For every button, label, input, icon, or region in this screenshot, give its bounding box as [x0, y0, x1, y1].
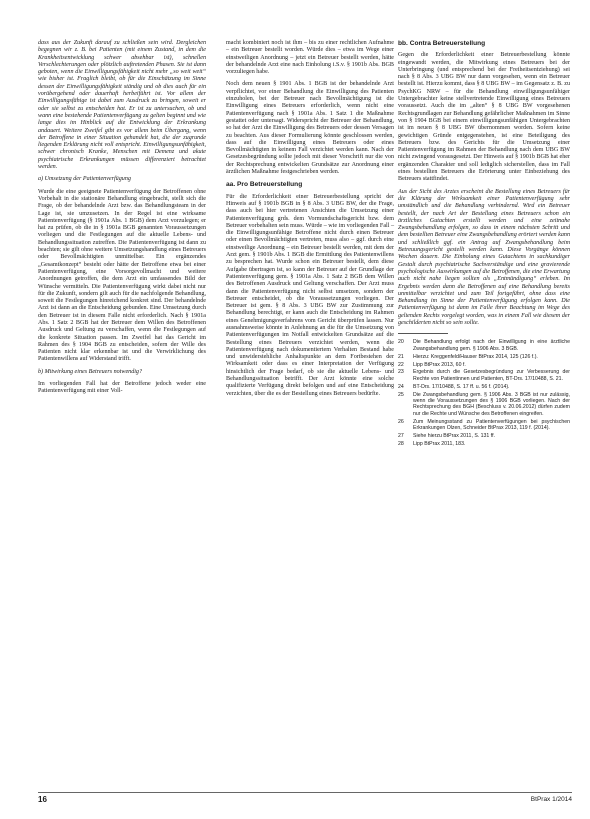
paragraph: Für die Erforderlichkeit einer Betreuerbestellung spricht der Hinweis auf § 1901b BGB in § 8 Abs. 3 UBG BW, der die Frage, dass auch bei hier vertretenen Ansichten die Umsetzung einer Patientenverfügung grds. dem Vormundschaftsgericht bzw. dem Betreuer vorbehalten sein muss. Würde – wie im vorliegenden Fall – die Einwilligungsunfähige Betroffene nicht durch einen Betreuer oder einen Bevollmächtigten vertreten, muss also – ggf. durch eine einstweilige Anordnung – ein Betreuer bestellt werden, mit dem der Arzt gem. § 1901b Abs. 1 BGB die Ermittlung des Patientenwillens zu besprechen hat. Wurde schon ein Betreuer bestellt, dem diese Aufgabe übertragen ist, so kann der Betreuer auf der Grundlage der Patientenverfügung gem. § 1901a Abs. 1 Satz 2 BGB dem Willen des Betroffenen Ausdruck und Geltung verschaffen. Der Arzt muss dann die Patientenverfügung nicht selbst umsetzen, sondern der Betreuer entscheidet, ob die Voraussetzungen vorliegen. Der Betreuer ist gem. § 8 Abs. 3 UBG BW zur Zustimmung zur Behandlung berechtigt, er kann auch die Entscheidung im Rahmen eines Genehmigungsverfahrens vom Gericht überprüfen lassen. Nur ausnahmsweise könnte in Anlehnung an die für die Umsetzung von Patientenverfügungen im Notfall entwickelten Grundsätze auf die Bestellung eines Betreuers verzichtet werden, wenn die Patientenverfügung nach dokumentiertem Verhalten Bestand habe und unwiderstehliche Anhaltspunkte an dem Fortbestehen der Wirksamkeit oder dass es einer Interpretation der Verfügung hinsichtlich der Frage bedarf, ob sie die aktuelle Lebens- und Behandlungssituation betrifft. Der Arzt könnte eine solche qualifizierte Verfügung direkt befolgen und auf eine Entscheidung verzichten, über die es der Bestellung eines Betreuers bedürfte. — [226, 193, 394, 397]
footnote-number: 26 — [398, 418, 404, 425]
footnote-number: 21 — [398, 353, 404, 360]
footnote — [398, 441, 570, 447]
footnotes — [398, 339, 570, 447]
paragraph: Wurde die eine geeignete Patientenverfügung der Betroffenen ohne Vorbehalt in die stationäre Behandlung eingebracht, stellt sich die Frage, ob der behandelnde Arzt bzw. das Behandlungsteam in der Lage ist, sie umzusetzen. In der Regel ist eine wirksame Patientenverfügung (§ 1901a Abs. 1 BGB) dem Arzt vorzulegen; er hat zu prüfen, ob die in § 1901a BGB genannten Voraussetzungen vorliegen und die Festlegungen auf die aktuelle Lebens- und Behandlungssituation zutreffen. Die Patientenverfügung ist dann zu beachten; sie gilt ohne weitere Umsetzungshandlung eines Betreuers oder Bevollmächtigten unmittelbar. Ein ergänzendes „Gesamtkonzept“ besteht oder hätte der Betroffene etwa bei einer Patientenverfügung, eine Vorsorgevollmacht und weitere Anordnungen getroffen, die dem Arzt ein umfassendes Bild der Wünsche vermitteln. Die Patientenverfügung wirkt dabei nicht nur für die Zukunft, sondern gilt auch für die nachfolgende Behandlung, soweit die Festlegungen hinreichend konkret sind. Der behandelnde Arzt ist dann an die Entscheidung gebunden. Eine Umsetzung durch den Betreuer ist in diesem Falle nicht erforderlich. Nach § 1901a Abs. 1 Satz 2 BGB hat der Betreuer dem Willen des Betroffenen Ausdruck und Geltung zu verschaffen, wenn die Festlegungen auf die konkrete Situation passen. Im Zweifel hat das Gericht im Rahmen des § 1904 BGB zu entscheiden, sofern der Wille des Patienten nicht klar erkennbar ist und die Verwirklichung des Patientenwillens auf Widerstand trifft. — [38, 188, 206, 363]
subsection-heading-umsetzung: a) Umsetzung der Patientenverfügung — [38, 176, 131, 183]
section-heading-contra: bb. Contra Betreuerstellung — [398, 40, 486, 47]
footnote-number: 27 — [398, 433, 404, 440]
footnote-separator — [398, 333, 448, 334]
footnote-text: Hierzu: Kreggenfeld/Hauser BtPrax 2014, 125 (126 f.). — [413, 353, 538, 360]
footnote-text: Zum Meinungsstand zu Patientenverfügungen bei psychischen Erkrankungen Olzen, Schneider BtPrax 2013, 119 f. (2014). — [413, 418, 570, 432]
footnote-text: Die Behandlung erfolgt nach der Einwilligung in eine ärztliche Zwangsbehandlung gem. § 1906 Abs. 3 BGB. — [413, 339, 570, 352]
footnote-text: Die Zwangsbehandlung gem. § 1906 Abs. 3 BGB ist nur zulässig, wenn die Voraussetzungen des § 1906 BGB vorliegen. Nach der Rechtsprechung des BGH (Beschluss v. 20.06.2012) dürfen zudem nur die Rechte und Wünsche des Betroffenen eingreifen. — [413, 391, 570, 417]
subsection-heading-mitwirkung: b) Mitwirkung eines Betreuers notwendig? — [38, 368, 143, 375]
page-footer — [38, 792, 572, 807]
journal-issue: BtPrax 1/2014 — [530, 796, 572, 803]
footnote-text: BT-Drs. 17/10488, S. 17 ff. u. 56 f. (2014). — [413, 383, 510, 390]
footnote-number: 24 — [398, 383, 404, 390]
footnote-number: 20 — [398, 339, 404, 346]
paragraph: Noch dem neuen § 1901 Abs. 1 BGB ist der behandelnde Arzt verpflichtet, vor einer Behandlung die Einwilligung des Patienten einzuholen, bei der Betreuer nach Bevollmächtigung ist die Einwilligung eines Betreuers erforderlich, wenn nicht eine Patientenverfügung nach § 1901a Abs. 1 Satz 1 die Maßnahme gestattet oder untersagt. Widerspricht der Betreuer der Behandlung, so hat der Arzt die Einwilligung des Betreuers oder dessen Versagen zu beachten. Aus dieser Formulierung könnte geschlossen werden, dass auf die Einwilligung eines Betreuers oder eines Bevollmächtigten in keinem Fall verzichtet werden kann. Nach der Gesetzesbegründung sollte jedoch mit dieser Vorschrift nur die von der Rechtsprechung entwickelten Grundsätze zur Anordnung einer ärztlichen Maßnahme festgeschrieben werden. — [226, 81, 394, 176]
paragraph: Gegen die Erforderlichkeit einer Betreuerbestellung könnte eingewandt werden, die Mitwirkung eines Betreuers bei der Unterbringung (und entsprechend bei der Freiheitsentziehung) sei nach § 8 Abs. 3 UBG BW nur dann vorgesehen, wenn ein Betreuer bestellt ist. Hierzu kommt, dass § 8 UBG BW – im Gegensatz z. B. zu PsychKG NRW – für die Behandlung einwilligungsunfähiger Untergebrachter keine stellvertretende Einwilligung eines Betreuers voraussetzt. Auch die im „alten“ § 8 UBG BW vorgesehenen Rechtsgrundlagen zur Behandlung gefährlicher Maßnahmen im Sinne von § 1904 BGB bei einem einwilligungsunfähigen Untergebrachten ist im neuen § 8 UBG BW übernommen worden. Sofern keine gewichtigen Gründe entgegenstehen, ist eine Beteiligung des Betreuers bzw. des Gerichts für die Umsetzung einer Patientenverfügung im Rahmen der Behandlung nach dem UBG BW nicht zwingend vorausgesetzt. Der Hinweis auf § 1901b BGB hat eher ergänzenden Charakter und soll lediglich sicherstellen, dass im Fall eines bestellten Betreuers die Erörterung unter Einbeziehung des Betreuers stattfindet. — [398, 52, 570, 183]
footnote-text: Ergebnis durch die Gesetzesbegründung zur Verbesserung der Rechte von Patientinnen und Patienten, BT-Drs. 17/10488, S. 21. — [413, 369, 570, 382]
section-heading-pro: aa. Pro Betreuerstellung — [226, 181, 303, 189]
footnote — [398, 369, 570, 382]
paragraph-italic: Aus der Sicht des Arztes erscheint die Bestellung eines Betreuers für die Klärung der Wirksamkeit einer Patientenverfügung sehr umständlich und die Behandlung verhindernd. Wird ein Betreuer bestellt, der nach Art der Bestellung eines Betreuers schon ein ärztliches Gutachten erstellt werden und eine zeitnahe Zwangsbehandlung erfolgen, so dass in einem nächsten Schritt und dem bestellten Betreuer eine Zwangsbehandlung erörtert werden kann und schließlich ggf. ein Antrag auf Zwangsbehandlung beim Betreuungsgericht gestellt werden kann. Diese Vorgänge können Wochen dauern. Die Einholung eines Gutachtens in sachkundiger Gestalt durch psychiatrische Sachverständige und eine gravierende psychologische Auswirkungen auf die Betroffenen, die eine Erwartung auch nicht nahe liegen sollten als „Entmündigung“ erleben. Im Ergebnis werden dann die Betroffenen auf eine Behandlung bereits unmittelbar verzichtet und zum Teil fortgeführt, ohne dass eine Behandlung im Sinne der Patientenverfügung erfolgen kann. Die Patientenverfügung ist dann im Falle ihrer Beachtung im Wege des geltenden Rechts vorgelegt worden, was in einem Fall wie diesem der geschilderten nicht so sein sollte. — [398, 188, 570, 326]
footnote-number: 22 — [398, 361, 404, 368]
footnote — [398, 384, 570, 390]
text-column-middle — [226, 40, 394, 403]
paragraph-italic: dass aus der Zukunft darauf zu schließen sein wird. Dergleichen begegnen wir z. B. bei Patienten (mit einem Zustand, in dem die Krankheitsentwicklung schwer absehbar ist), schnellen Verschlechterungen oder plötzlich auftretenden Phasen. Sie ist dann geboten, wenn die Einwilligungsfähigkeit nicht mehr „so weit weit“ wie bisher ist. Fraglich bleibt, ob für die Einschätzung im Sinne dessen der Einwilligungsfähigkeit ständig und ob dies auch für ein vorübergehend oder dauerhaft herbeiführt ist. Vor allem der Einwilligungsfähige ist dabei zum Ausdruck zu bringen, soweit er oder sie selbst zu entscheiden hat. Er ist zu untersuchen, ob und wann eine bestehende Patientenverfügung zu gelten beginnt und wie lange dies im Hinblick auf die Entwicklung der Erkrankung andauert. Weitere Zweifel gibt es vor allem beim Übergang, wenn der Betroffene in einer Situation gehandelt hat, die der zugrunde liegenden Erklärung nicht voll entspricht. Einwilligungsunfähigkeit, schwer chronisch Kranke, Menschen mit Demenz und akute psychiatrische Erkrankungen müssen differenziert betrachtet werden. — [38, 40, 206, 171]
footnote — [398, 433, 570, 439]
footnote — [398, 354, 570, 360]
footnote — [398, 339, 570, 352]
paragraph: Im vorliegenden Fall hat der Betroffene jedoch weder eine Patientenverfügung mit einer Voll- — [38, 381, 206, 395]
footnote-text: Lipp BtPrax 2013, 60 f. — [413, 361, 466, 368]
footnote — [398, 392, 570, 418]
text-column-left — [38, 40, 206, 401]
text-column-right — [398, 40, 570, 449]
footnote — [398, 419, 570, 432]
footnote-number: 23 — [398, 369, 404, 376]
footnote-text: Lipp BtPrax 2011, 183. — [413, 440, 466, 447]
paragraph: macht kombiniert noch ist ihm – bis zu einer rechtlichen Aufnahme – ein Betreuer bestellt worden. Würde dies – etwa im Wege einer einstweiligen Anordnung – jetzt ein Betreuer bestellt werden, hätte der behandelnde Arzt eine nach Einholung i.S.v. § 1901b Abs. BGB vorzuliegen habe. — [226, 40, 394, 76]
footnote-number: 25 — [398, 391, 404, 398]
footnote — [398, 362, 570, 368]
page-number: 16 — [38, 795, 47, 804]
footnote-number: 28 — [398, 440, 404, 447]
footnote-text: Siehe hierzu BtPrax 2011, S. 131 ff. — [413, 433, 495, 440]
